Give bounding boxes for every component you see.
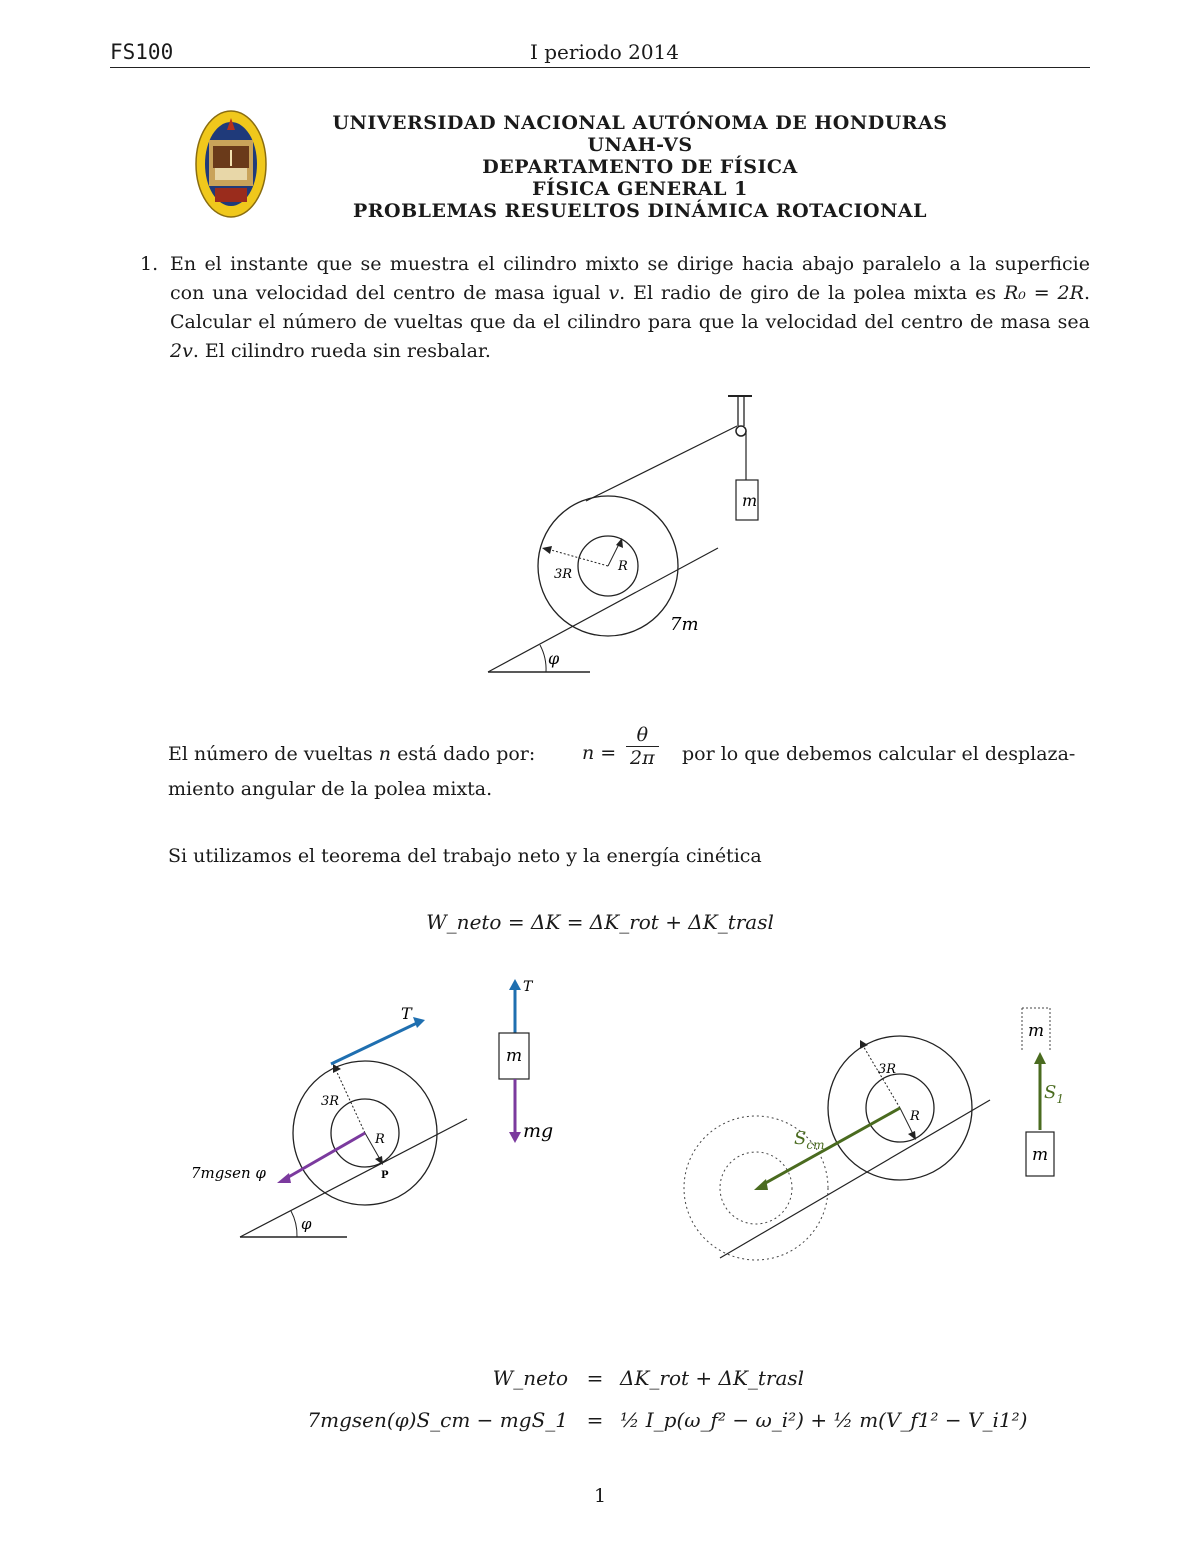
eq-row1-equals: = bbox=[586, 1366, 604, 1390]
turns-formula-numerator: θ bbox=[626, 724, 659, 747]
turns-text-b: está dado por: bbox=[391, 743, 536, 765]
figure-free-body-diagram bbox=[185, 975, 585, 1245]
fig3-block-displacement-label: $S_1$ bbox=[1044, 1082, 1064, 1106]
problem-text-3: . Calcular el número de vueltas que da el cilindro para que la velocidad del centro de masa sea bbox=[170, 282, 1090, 333]
fig2-tension-label: T bbox=[401, 1004, 412, 1023]
fig1-outer-radius-label: 3R bbox=[554, 567, 573, 582]
fig2-weight-component-label: 7mgsen φ bbox=[191, 1164, 266, 1182]
fig1-cylinder-mass-label: 7m bbox=[670, 614, 699, 635]
title-block bbox=[200, 112, 1080, 222]
title-university: UNIVERSIDAD NACIONAL AUTÓNOMA DE HONDURAS bbox=[332, 112, 948, 134]
eq-row1-lhs: W_neto bbox=[492, 1366, 568, 1390]
header-rule bbox=[110, 67, 1090, 68]
eq-row2-rhs: ½ I_p(ω_f² − ω_i²) + ½ m(V_f1² − V_i1²) bbox=[620, 1408, 1028, 1432]
fig2-inner-radius-label: R bbox=[375, 1132, 385, 1147]
fig2-angle-label: φ bbox=[301, 1215, 312, 1233]
title-department: DEPARTAMENTO DE FÍSICA bbox=[482, 156, 798, 178]
turns-text-c: por lo que debemos calcular el desplaza- bbox=[682, 743, 1076, 765]
var-v: v bbox=[608, 282, 620, 304]
fig3-inner-radius-label: R bbox=[910, 1109, 920, 1124]
turns-var-n: n bbox=[378, 743, 392, 765]
eq-row1-rhs: ΔK_rot + ΔK_trasl bbox=[620, 1366, 805, 1390]
eq-row2-equals: = bbox=[586, 1408, 604, 1432]
turns-formula-lhs: n = bbox=[582, 742, 617, 764]
fig2-block-tension-label: T bbox=[523, 979, 533, 995]
title-topic: PROBLEMAS RESUELTOS DINÁMICA ROTACIONAL bbox=[352, 200, 928, 222]
turns-text-a: El número de vueltas bbox=[168, 743, 379, 765]
eq-row2-lhs: 7mgsen(φ)S_cm − mgS_1 bbox=[307, 1408, 568, 1432]
fig1-angle-label: φ bbox=[548, 649, 560, 668]
fig1-mass-label: m bbox=[742, 491, 758, 510]
theorem-equation: W_neto = ΔK = ΔK_rot + ΔK_trasl bbox=[426, 910, 774, 934]
problem-text-4: . El cilindro rueda sin resbalar. bbox=[192, 340, 491, 362]
problem-text-2: . El radio de giro de la polea mixta es bbox=[619, 282, 1004, 304]
radius-of-gyration: R₀ = 2R bbox=[1003, 282, 1084, 304]
fig3-outer-radius-label: 3R bbox=[878, 1062, 897, 1077]
fig3-initial-mass-label: m bbox=[1028, 1021, 1045, 1041]
header-course: FS100 bbox=[110, 40, 174, 64]
var-2v: 2v bbox=[170, 340, 193, 362]
problem-statement bbox=[140, 250, 1090, 366]
problem-text-1: En el instante que se muestra el cilindro mixto se dirige hacia abajo paralelo a la superficie con una velocidad del centro de masa igual bbox=[170, 253, 1090, 304]
fig2-contact-point-label: P bbox=[381, 1170, 389, 1181]
problem-number: 1. bbox=[140, 253, 159, 275]
figure-cylinder-incline bbox=[470, 390, 790, 690]
fig2-block-weight-label: mg bbox=[523, 1120, 554, 1142]
fig1-inner-radius-label: R bbox=[618, 559, 628, 574]
page-number: 1 bbox=[594, 1485, 607, 1507]
turns-text-d: miento angular de la polea mixta. bbox=[168, 778, 493, 800]
fig3-cm-displacement-label: $S_{cm}$ bbox=[794, 1128, 825, 1152]
figure-displacement-diagram bbox=[670, 1000, 1090, 1270]
header-period: I periodo 2014 bbox=[530, 40, 679, 64]
title-campus: UNAH-VS bbox=[587, 134, 693, 156]
theorem-text: Si utilizamos el teorema del trabajo neto y la energía cinética bbox=[168, 845, 762, 867]
title-course: FÍSICA GENERAL 1 bbox=[532, 178, 748, 200]
fig2-outer-radius-label: 3R bbox=[321, 1094, 340, 1109]
fig2-block-mass-label: m bbox=[506, 1046, 523, 1066]
fig3-block-mass-label: m bbox=[1032, 1145, 1049, 1165]
turns-formula-fraction bbox=[626, 724, 659, 769]
turns-formula-denominator: 2π bbox=[630, 747, 655, 769]
